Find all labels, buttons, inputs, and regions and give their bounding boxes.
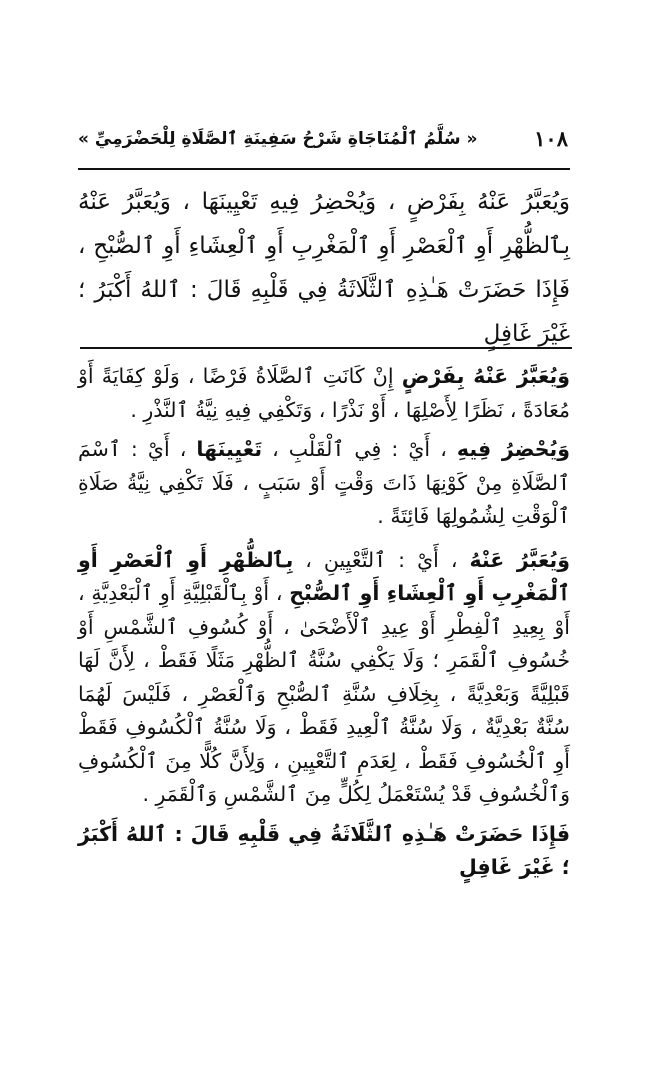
header-rule bbox=[78, 168, 570, 170]
lemma: وَيُعَبَّرُ عَنْهُ بِفَرْضٍ bbox=[401, 364, 570, 388]
lemma: فَإِذَا حَضَرَتْ هَـٰذِهِ ٱلثَّلَاثَةُ فِي قَلْبِهِ قَالَ : ٱللهُ أَكْبَرُ ؛ غَيْرَ غَافِلٍ bbox=[78, 821, 570, 879]
commentary-text: إِنْ كَانَتِ ٱلصَّلَاةُ فَرْضًا ، وَلَوْ كِفَايَةً أَوْ مُعَادَةً ، نَظَرًا لِأَصْلِهَا ، أَوْ نَذْرًا ، وَتَكْفِي فِيهِ نِيَّةُ ٱلنَّذْرِ . bbox=[78, 364, 570, 422]
sharh-commentary bbox=[78, 360, 570, 891]
commentary-text: ، أَيْ : ٱسْمَ ٱلصَّلَاةِ مِنْ كَوْنِهَا ذَاتَ وَقْتٍ أَوْ سَبَبٍ ، فَلَا تَكْفِي نِيَّةُ صَلَاةِ ٱلْوَقْتِ لِشُمُولِهَا فَائِتَةً . bbox=[78, 437, 570, 528]
commentary-paragraph-4 bbox=[78, 818, 570, 885]
matn-text: وَيُعَبَّرُ عَنْهُ بِفَرْضٍ ، وَيُحْضِرُ فِيهِ تَعْيِينَهَا ، وَيُعَبَّرُ عَنْهُ بِٱلظُّهْرِ أَوِ ٱلْعَصْرِ أَوِ ٱلْمَغْرِبِ أَوِ ٱلْعِشَاءِ أَوِ ٱلصُّبْحِ ، فَإِذَا حَضَرَتْ هَـٰذِهِ ٱلثَّلَاثَةُ فِي قَلْبِهِ قَالَ : ٱللهُ أَكْبَرُ ؛ غَيْرَ غَافِلٍ bbox=[78, 189, 570, 347]
lemma: وَيُحْضِرُ فِيهِ bbox=[456, 437, 570, 461]
running-header bbox=[78, 118, 568, 158]
commentary-paragraph-3 bbox=[78, 544, 570, 812]
page-number: ١٠٨ bbox=[534, 125, 568, 151]
lemma: تَعْيِينَهَا bbox=[196, 437, 263, 461]
commentary-text: ، أَيْ : فِي ٱلْقَلْبِ ، bbox=[262, 437, 457, 461]
commentary-paragraph-2 bbox=[78, 433, 570, 534]
lemma: بِٱلظُّهْرِ أَوِ ٱلْعَصْرِ أَوِ ٱلْمَغْرِبِ أَوِ ٱلْعِشَاءِ أَوِ ٱلصُّبْحِ bbox=[78, 547, 570, 605]
commentary-paragraph-1 bbox=[78, 360, 570, 427]
book-title: « سُلَّمُ ٱلْمُنَاجَاةِ شَرْحُ سَفِينَةِ ٱلصَّلَاةِ لِلْحَضْرَمِيِّ » bbox=[78, 128, 478, 149]
commentary-text: ، أَيْ : ٱلتَّعْيِينِ ، bbox=[293, 547, 470, 572]
matn-sharh-divider bbox=[80, 347, 572, 349]
commentary-text: ، أَوْ بِٱلْقَبْلِيَّةِ أَوِ ٱلْبَعْدِيَّةِ ، أَوْ بِعِيدِ ٱلْفِطْرِ أَوْ عِيدِ ٱلْأَضْحَىٰ ، أَوْ كُسُوفِ ٱلشَّمْسِ أَوْ خُسُوفِ ٱلْقَمَرِ ؛ وَلَا يَكْفِي سُنَّةُ ٱلظُّهْرِ مَثَلًا فَقَطْ ، لِأَنَّ لَهَا قَبْلِيَّةً وَبَعْدِيَّةً ، بِخِلَافِ سُنَّةِ ٱلصُّبْحِ وَٱلْعَصْرِ ، فَلَيْسَ لَهُمَا سُنَّةٌ بَعْدِيَّةٌ ، وَلَا سُنَّةُ ٱلْعِيدِ فَقَطْ ، وَلَا سُنَّةُ ٱلْكُسُوفِ فَقَطْ أَوِ ٱلْخُسُوفِ فَقَطْ ، لِعَدَمِ ٱلتَّعْيِينِ ، وَلِأَنَّ كُلًّا مِنَ ٱلْكُسُوفِ وَٱلْخُسُوفِ قَدْ يُسْتَعْمَلُ لِكُلٍّ مِنَ ٱلشَّمْسِ وَٱلْقَمَرِ . bbox=[78, 581, 570, 806]
lemma: وَيُعَبَّرُ عَنْهُ bbox=[469, 547, 570, 572]
